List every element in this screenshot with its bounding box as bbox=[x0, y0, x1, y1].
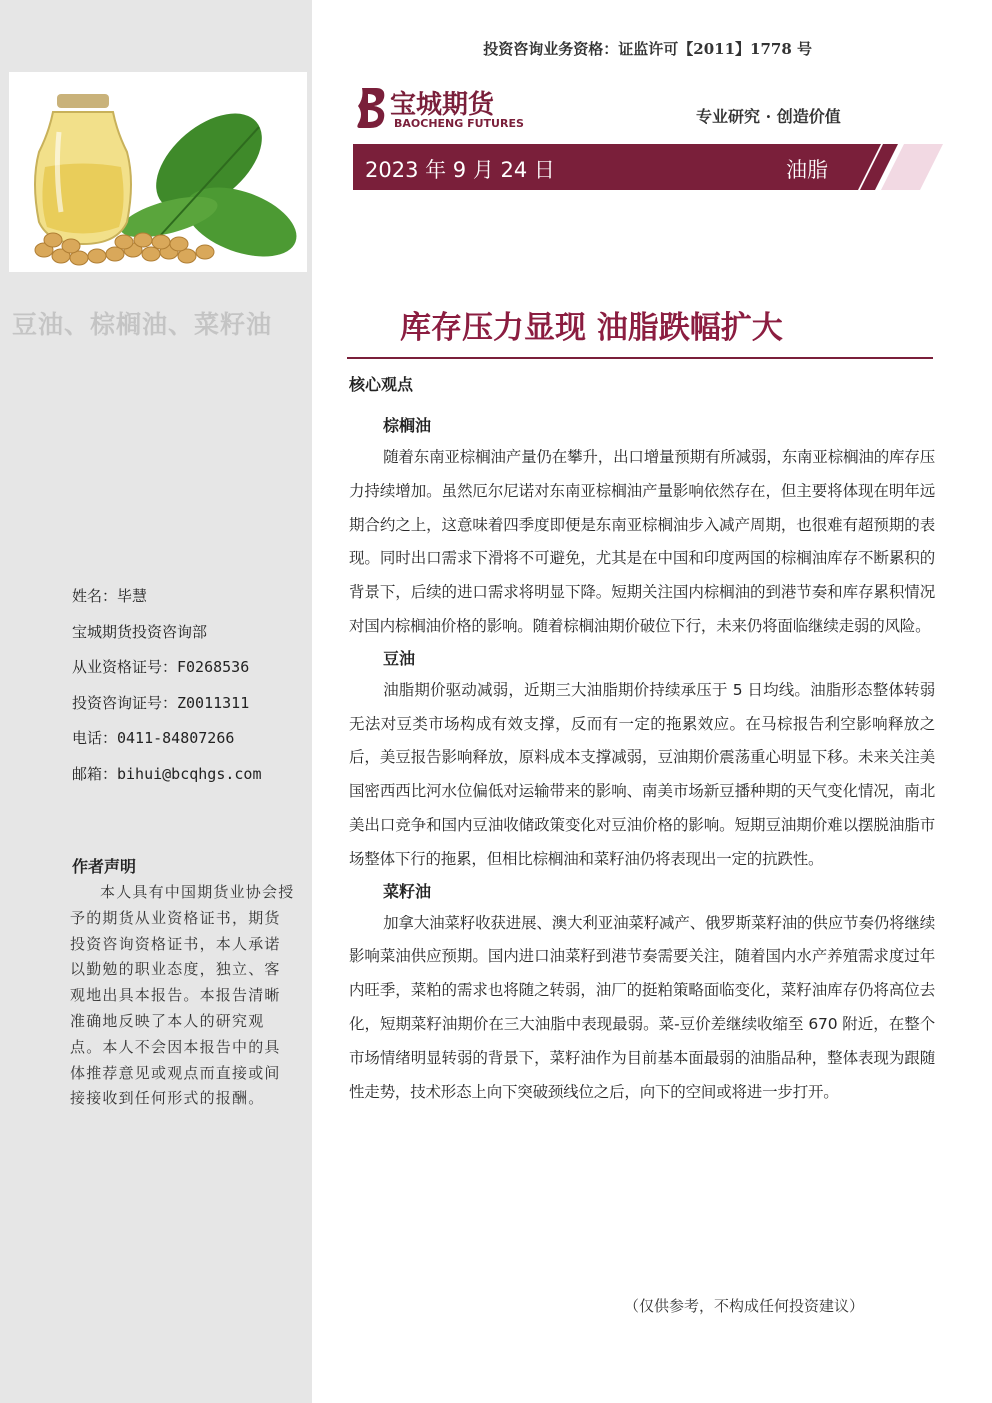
oil-jar-illustration bbox=[9, 72, 307, 272]
soybean-oil-image bbox=[9, 72, 307, 272]
company-logo bbox=[354, 84, 524, 132]
sidebar-title: 豆油、棕榈油、菜籽油 bbox=[12, 310, 273, 339]
title-divider bbox=[347, 357, 933, 359]
author-consult-cert: 投资咨询证号：Z0011311 bbox=[72, 693, 250, 712]
license-text: 投资咨询业务资格：证监许可【2011】1778 号 bbox=[483, 40, 812, 58]
report-content bbox=[349, 411, 935, 1109]
slogan: 专业研究 · 创造价值 bbox=[696, 107, 841, 126]
palm-oil-heading: 棕榈油 bbox=[383, 416, 432, 435]
soybean-oil-paragraph: 油脂期价驱动减弱，近期三大油脂期价持续承压于 5 日均线。油脂形态整体转弱无法对豆类市场构成有效支撑，反而有一定的拖累效应。在马棕报告利空影响释放之后，美豆报告影响释放，原料成本支撑减弱，豆油期价震荡重心明显下移。未来关注美国密西西比河水位偏低对运输带来的影响、南美市场新豆播种期的天气变化情况，南北美出口竞争和国内豆油收储政策变化对豆油价格的影响。短期豆油期价难以摆脱油脂市场整体下行的拖累，但相比棕榈油和菜籽油仍将表现出一定的抗跌性。 bbox=[349, 680, 935, 868]
rapeseed-oil-heading: 菜籽油 bbox=[383, 881, 432, 901]
declaration-body: 本人具有中国期货业协会授予的期货从业资格证书，期货投资咨询资格证书，本人承诺以勤勉的职业态度，独立、客观地出具本报告。本报告清晰准确地反映了本人的研究观点。本人不会因本报告中的具体推荐意见或观点而直接或间接接收到任何形式的报酬。 bbox=[70, 883, 295, 1108]
declaration-title: 作者声明 bbox=[72, 857, 137, 876]
report-category: 油脂 bbox=[786, 158, 828, 182]
header-band bbox=[353, 144, 943, 192]
author-name: 姓名：毕慧 bbox=[72, 587, 148, 605]
author-department: 宝城期货投资咨询部 bbox=[72, 622, 208, 641]
report-title: 库存压力显现 油脂跌幅扩大 bbox=[400, 310, 783, 346]
report-date: 2023 年 9 月 24 日 bbox=[365, 158, 555, 182]
soybean-oil-heading: 豆油 bbox=[383, 648, 416, 668]
sidebar bbox=[0, 0, 312, 1403]
core-view-heading: 核心观点 bbox=[349, 375, 414, 394]
company-name: 宝城期货 bbox=[390, 90, 495, 120]
logo-mark-icon bbox=[354, 84, 388, 130]
author-info bbox=[72, 584, 307, 798]
author-email[interactable]: 邮箱：bihui@bcqhgs.com bbox=[72, 764, 262, 783]
author-qualification: 从业资格证号：F0268536 bbox=[72, 658, 250, 677]
author-phone: 电话：0411-84807266 bbox=[72, 729, 235, 748]
rapeseed-oil-paragraph: 加拿大油菜籽收获进展、澳大利亚油菜籽减产、俄罗斯菜籽油的供应节奏仍将继续影响菜油供应预期。国内进口油菜籽到港节奏需要关注，随着国内水产养殖需求度过年内旺季，菜粕的需求也将随之转弱，油厂的挺粕策略面临变化，菜籽油库存仍将高位去化，短期菜籽油期价在三大油脂中表现最弱。菜-豆价差继续收缩至 670 附近，在整个市场情绪明显转弱的背景下，菜籽油作为目前基本面最弱的油脂品种，整体表现为跟随性走势，技术形态上向下突破颈线位之后，向下的空间或将进一步打开。 bbox=[349, 913, 935, 1101]
company-name-en: BAOCHENG FUTURES bbox=[394, 117, 524, 130]
palm-oil-paragraph: 随着东南亚棕榈油产量仍在攀升，出口增量预期有所减弱，东南亚棕榈油的库存压力持续增加。虽然厄尔尼诺对东南亚棕榈油产量影响依然存在，但主要将体现在明年远期合约之上，这意味着四季度即便是东南亚棕榈油步入减产周期，也很难有超预期的表现。同时出口需求下滑将不可避免，尤其是在中国和印度两国的棕榈油库存不断累积的背景下，后续的进口需求将明显下降。短期关注国内棕榈油的到港节奏和库存累积情况对国内棕榈油价格的影响。随着棕榈油期价破位下行，未来仍将面临继续走弱的风险。 bbox=[349, 448, 935, 635]
disclaimer: （仅供参考，不构成任何投资建议） bbox=[624, 1297, 865, 1315]
